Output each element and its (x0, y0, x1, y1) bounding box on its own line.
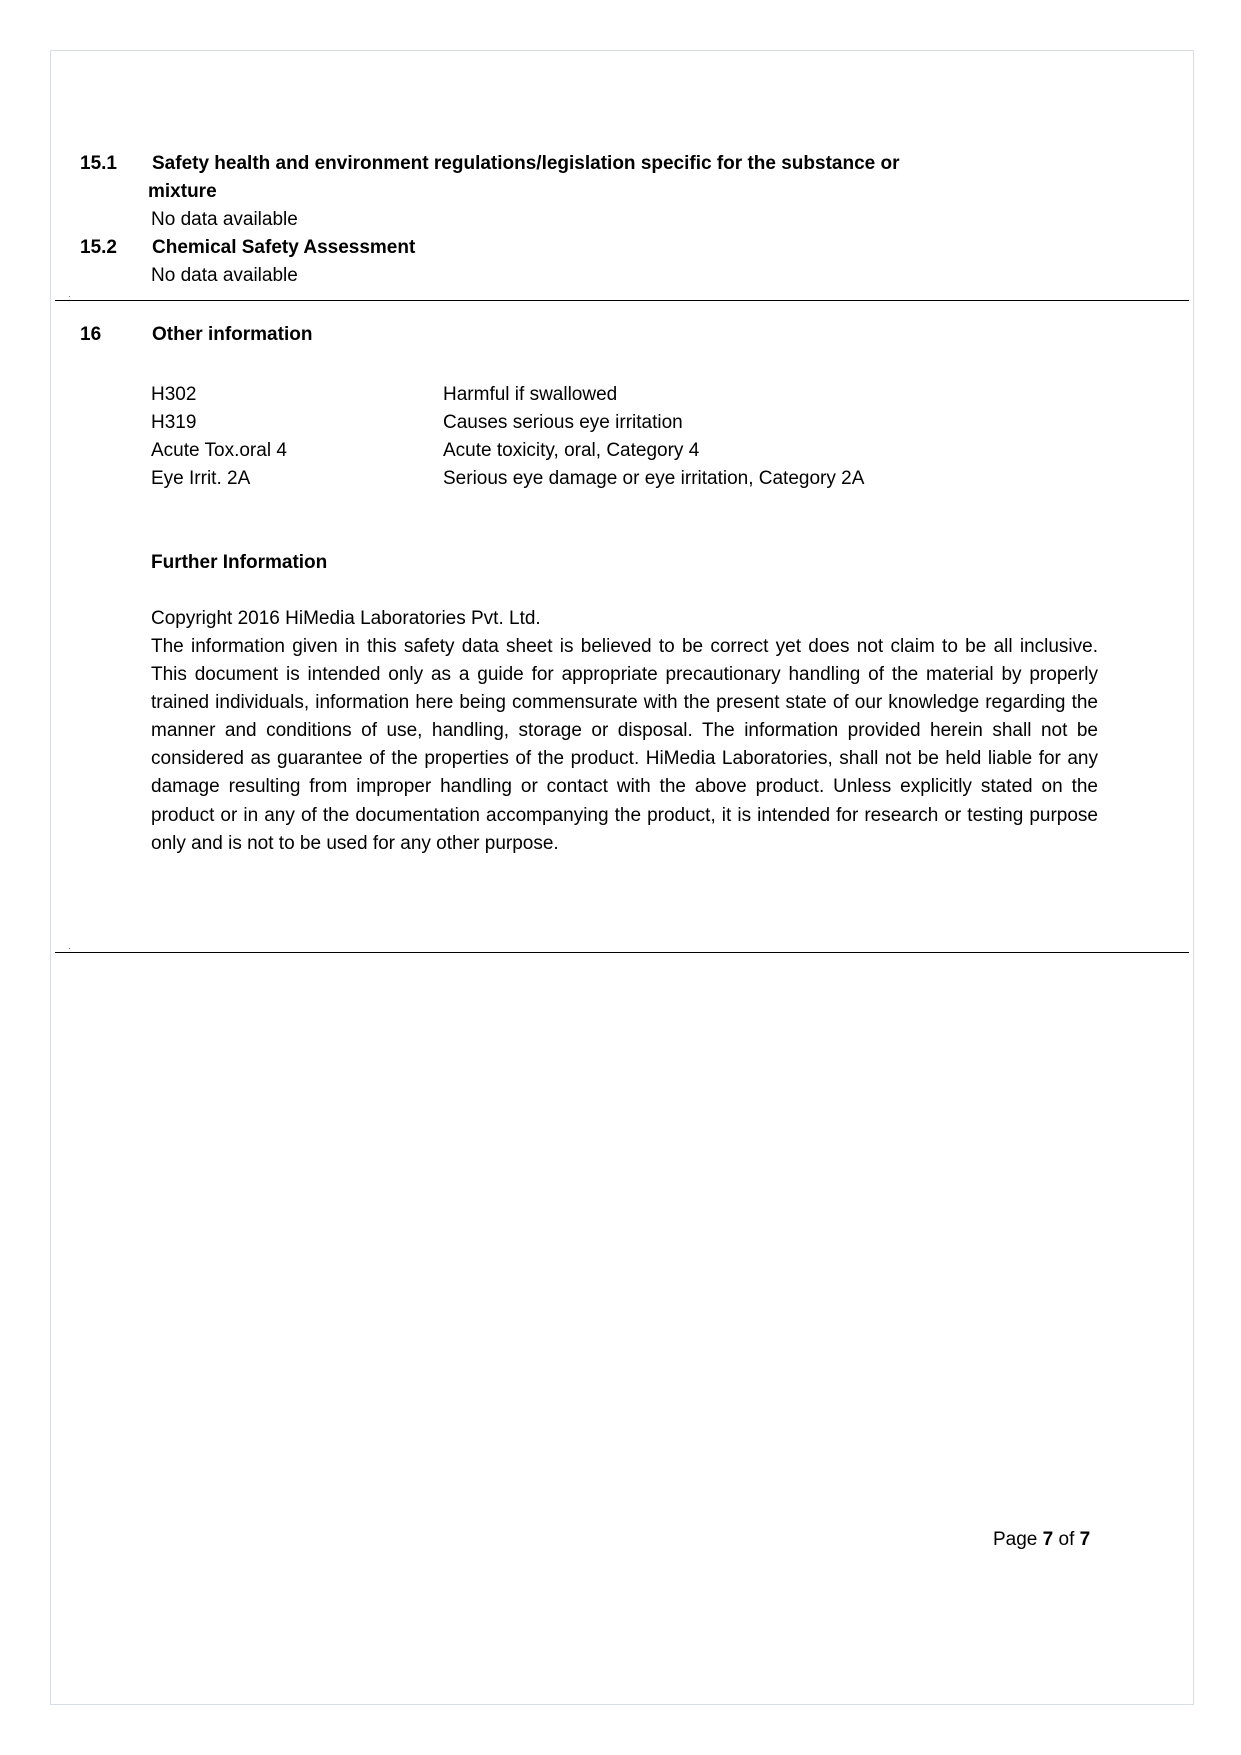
hazard-code: Acute Tox.oral 4 (151, 440, 287, 461)
page-label: Page (993, 1529, 1038, 1550)
section-15-2-number: 15.2 (80, 237, 117, 258)
section-15-1-number: 15.1 (80, 153, 117, 174)
copyright-line: Copyright 2016 HiMedia Laboratories Pvt. Ltd. (151, 608, 541, 629)
section-15-1-title: Safety health and environment regulations/legislation specific for the substance or (152, 153, 900, 174)
section-15-1-body: No data available (151, 209, 298, 230)
of-label: of (1058, 1529, 1075, 1550)
section-divider (55, 952, 1189, 953)
hazard-code: H319 (151, 412, 197, 433)
hazard-description: Causes serious eye irritation (443, 412, 683, 433)
section-15-2-body: No data available (151, 265, 298, 286)
disclaimer-paragraph: The information given in this safety data sheet is believed to be correct yet does not claim to be all inclusive. This document is intended only as a guide for appropriate precautionary handling of the material by properly trained individuals, information here being commensurate with the present state of our knowledge regarding the manner and conditions of use, handling, storage or disposal. The information provided herein shall not be considered as guarantee of the properties of the product. HiMedia Laboratories, shall not be held liable for any damage resulting from improper handling or contact with the above product. Unless explicitly stated on the product or in any of the documentation accompanying the product, it is intended for research or testing purpose only and is not to be used for any other purpose. (151, 636, 1098, 854)
total-pages: 7 (1079, 1529, 1091, 1550)
page-border (50, 50, 1194, 1705)
section-16-number: 16 (80, 324, 102, 345)
current-page: 7 (1042, 1529, 1054, 1550)
section-15-2-title: Chemical Safety Assessment (152, 237, 416, 258)
margin-dot (69, 296, 70, 297)
hazard-description: Harmful if swallowed (443, 384, 618, 405)
section-16-title: Other information (152, 324, 313, 345)
hazard-code: Eye Irrit. 2A (151, 468, 251, 489)
section-15-1-title-continued: mixture (148, 181, 217, 202)
page-number (993, 1526, 1090, 1554)
hazard-code: H302 (151, 384, 197, 405)
further-info-heading: Further Information (151, 552, 328, 573)
hazard-description: Serious eye damage or eye irritation, Category 2A (443, 468, 865, 489)
section-divider (55, 300, 1189, 301)
hazard-description: Acute toxicity, oral, Category 4 (443, 440, 700, 461)
margin-dot (69, 948, 70, 949)
